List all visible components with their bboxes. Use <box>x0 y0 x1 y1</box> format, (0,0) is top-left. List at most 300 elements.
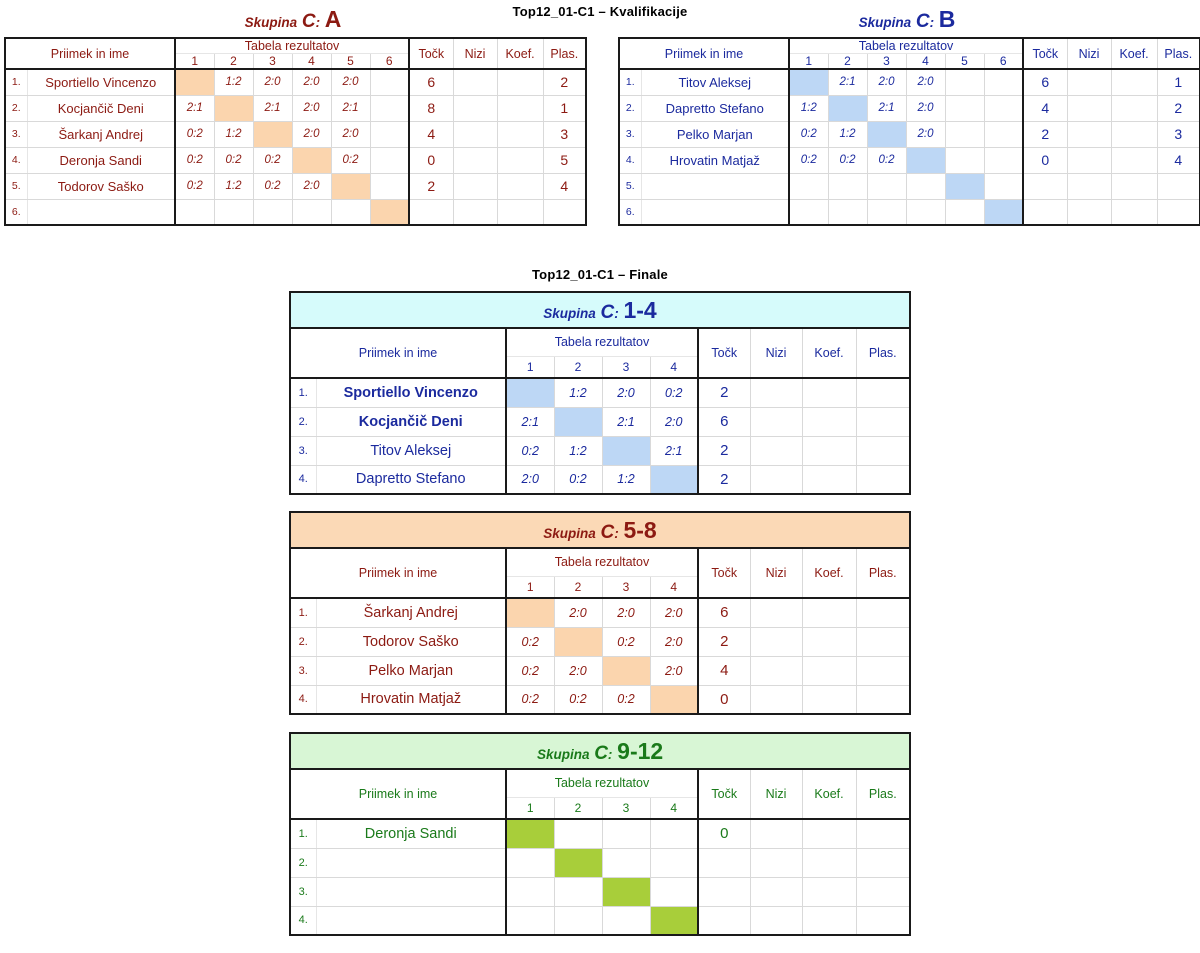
diagonal-cell <box>506 819 554 848</box>
col-header-sets: Nizi <box>750 548 802 598</box>
row-sets <box>750 465 802 494</box>
result-cell[interactable] <box>828 173 867 199</box>
qualification-group-a <box>4 8 582 226</box>
result-cell[interactable]: 0:2 <box>867 147 906 173</box>
group-a-table <box>4 37 587 226</box>
table-row[interactable] <box>290 378 910 407</box>
table-row[interactable] <box>5 69 586 95</box>
row-place <box>856 656 910 685</box>
row-place: 5 <box>543 147 586 173</box>
diagonal-cell <box>984 199 1023 225</box>
result-cell[interactable] <box>602 848 650 877</box>
result-cell[interactable] <box>650 848 698 877</box>
result-cell[interactable] <box>945 199 984 225</box>
table-row[interactable] <box>5 173 586 199</box>
result-cell[interactable] <box>214 199 253 225</box>
col-header-opponent-1: 1 <box>506 797 554 819</box>
col-header-opponent-2: 2 <box>554 576 602 598</box>
group-heading <box>291 296 909 323</box>
row-coef <box>802 906 856 935</box>
result-cell[interactable]: 1:2 <box>789 95 828 121</box>
row-points <box>698 906 750 935</box>
result-cell[interactable]: 2:0 <box>650 656 698 685</box>
result-cell[interactable] <box>175 199 214 225</box>
result-cell[interactable]: 2:1 <box>650 436 698 465</box>
diagonal-cell <box>945 173 984 199</box>
row-player-name: Dapretto Stefano <box>641 95 789 121</box>
row-points: 2 <box>698 378 750 407</box>
col-header-name: Priimek in ime <box>290 548 506 598</box>
row-coef <box>1111 69 1157 95</box>
col-header-opponent-3: 3 <box>602 797 650 819</box>
row-player-name <box>316 848 506 877</box>
col-header-points: Točk <box>698 328 750 378</box>
diagonal-cell <box>650 906 698 935</box>
row-sets <box>750 378 802 407</box>
result-cell[interactable] <box>602 819 650 848</box>
row-sets <box>750 877 802 906</box>
diagonal-cell <box>370 199 409 225</box>
col-header-points: Točk <box>698 548 750 598</box>
row-rank: 1. <box>290 598 316 627</box>
col-header-opponent-1: 1 <box>506 576 554 598</box>
col-header-opponent-2: 2 <box>828 54 867 70</box>
final-group-9-12 <box>289 732 911 936</box>
table-row[interactable] <box>290 819 910 848</box>
result-cell[interactable] <box>331 199 370 225</box>
row-player-name: Šarkanj Andrej <box>316 598 506 627</box>
row-rank: 2. <box>290 848 316 877</box>
row-sets <box>1067 199 1111 225</box>
row-rank: 3. <box>290 436 316 465</box>
group-heading <box>618 8 1196 31</box>
col-header-results: Tabela rezultatov <box>506 769 698 797</box>
row-sets <box>1067 95 1111 121</box>
result-cell[interactable] <box>650 877 698 906</box>
table-row[interactable] <box>619 147 1200 173</box>
result-cell[interactable]: 2:1 <box>867 95 906 121</box>
table-row[interactable] <box>5 121 586 147</box>
result-cell[interactable] <box>292 199 331 225</box>
diagonal-cell <box>867 121 906 147</box>
row-player-name: Titov Aleksej <box>641 69 789 95</box>
row-coef <box>1111 95 1157 121</box>
row-sets <box>750 656 802 685</box>
table-header-row <box>290 328 910 356</box>
row-rank: 5. <box>619 173 641 199</box>
group-heading-label: Skupina <box>543 525 596 541</box>
group-heading-separator: : <box>607 746 613 762</box>
row-rank: 5. <box>5 173 27 199</box>
row-sets <box>750 906 802 935</box>
row-points: 4 <box>698 656 750 685</box>
result-cell[interactable]: 0:2 <box>828 147 867 173</box>
group-heading-separator: : <box>929 15 935 30</box>
result-cell[interactable]: 2:0 <box>292 121 331 147</box>
diagonal-cell <box>650 465 698 494</box>
row-coef <box>802 819 856 848</box>
table-row[interactable] <box>290 407 910 436</box>
result-cell[interactable] <box>506 848 554 877</box>
result-cell[interactable]: 2:1 <box>331 95 370 121</box>
final-1-4-table <box>289 291 911 495</box>
row-sets <box>453 199 497 225</box>
col-header-sets: Nizi <box>1067 38 1111 69</box>
result-cell[interactable] <box>945 69 984 95</box>
diagonal-cell <box>650 685 698 714</box>
table-row[interactable] <box>619 121 1200 147</box>
col-header-opponent-4: 4 <box>650 797 698 819</box>
result-cell[interactable]: 1:2 <box>214 121 253 147</box>
group-heading <box>291 737 909 764</box>
row-points <box>1023 173 1067 199</box>
result-cell[interactable] <box>828 199 867 225</box>
result-cell[interactable]: 2:0 <box>506 465 554 494</box>
col-header-rank: Plas. <box>856 328 910 378</box>
row-coef <box>497 69 543 95</box>
table-row[interactable] <box>290 656 910 685</box>
row-rank: 3. <box>5 121 27 147</box>
result-cell[interactable]: 2:0 <box>292 173 331 199</box>
row-place <box>856 877 910 906</box>
group-heading-competition: C <box>301 11 316 32</box>
table-row[interactable] <box>619 95 1200 121</box>
row-place: 4 <box>543 173 586 199</box>
result-cell[interactable]: 2:0 <box>554 598 602 627</box>
row-sets <box>750 627 802 656</box>
result-cell[interactable]: 0:2 <box>650 378 698 407</box>
group-heading-suffix: 1-4 <box>623 296 657 323</box>
row-points: 0 <box>409 147 453 173</box>
result-cell[interactable] <box>506 877 554 906</box>
col-header-points: Točk <box>1023 38 1067 69</box>
col-header-opponent-4: 4 <box>650 356 698 378</box>
row-place: 2 <box>543 69 586 95</box>
row-coef <box>802 378 856 407</box>
row-sets <box>750 598 802 627</box>
table-row[interactable] <box>290 627 910 656</box>
diagonal-cell <box>331 173 370 199</box>
col-header-opponent-1: 1 <box>789 54 828 70</box>
result-cell[interactable] <box>945 147 984 173</box>
diagonal-cell <box>253 121 292 147</box>
col-header-points: Točk <box>409 38 453 69</box>
row-player-name: Todorov Saško <box>316 627 506 656</box>
col-header-sets: Nizi <box>453 38 497 69</box>
row-points: 6 <box>409 69 453 95</box>
row-sets <box>750 848 802 877</box>
row-coef <box>802 685 856 714</box>
result-cell[interactable] <box>554 906 602 935</box>
diagonal-cell <box>506 378 554 407</box>
col-header-coef: Koef. <box>802 548 856 598</box>
result-cell[interactable]: 2:0 <box>292 69 331 95</box>
group-heading <box>291 516 909 543</box>
result-cell[interactable]: 2:0 <box>650 627 698 656</box>
result-cell[interactable]: 2:0 <box>331 69 370 95</box>
result-cell[interactable]: 0:2 <box>214 147 253 173</box>
table-row[interactable] <box>5 199 586 225</box>
col-header-opponent-3: 3 <box>602 356 650 378</box>
row-rank: 4. <box>619 147 641 173</box>
result-cell[interactable]: 2:1 <box>253 95 292 121</box>
col-header-opponent-1: 1 <box>506 356 554 378</box>
row-points: 2 <box>1023 121 1067 147</box>
col-header-results: Tabela rezultatov <box>506 548 698 576</box>
result-cell[interactable]: 0:2 <box>253 173 292 199</box>
result-cell[interactable] <box>253 199 292 225</box>
table-header-row <box>290 769 910 797</box>
result-cell[interactable]: 2:0 <box>906 95 945 121</box>
result-cell[interactable]: 2:0 <box>650 598 698 627</box>
result-cell[interactable] <box>867 199 906 225</box>
row-points: 0 <box>1023 147 1067 173</box>
row-points <box>1023 199 1067 225</box>
result-cell[interactable]: 0:2 <box>175 147 214 173</box>
col-header-coef: Koef. <box>1111 38 1157 69</box>
result-cell[interactable] <box>554 877 602 906</box>
diagonal-cell <box>906 147 945 173</box>
result-cell[interactable] <box>906 173 945 199</box>
result-cell[interactable] <box>945 121 984 147</box>
row-place <box>856 819 910 848</box>
row-player-name: Todorov Saško <box>27 173 175 199</box>
diagonal-cell <box>828 95 867 121</box>
row-sets <box>750 685 802 714</box>
table-row[interactable] <box>290 685 910 714</box>
row-place <box>856 465 910 494</box>
result-cell[interactable] <box>602 906 650 935</box>
group-heading-competition: C <box>600 301 615 323</box>
table-row[interactable] <box>290 877 910 906</box>
table-row[interactable] <box>290 598 910 627</box>
result-cell[interactable] <box>867 173 906 199</box>
row-rank: 2. <box>619 95 641 121</box>
row-coef <box>802 436 856 465</box>
row-coef <box>802 407 856 436</box>
result-cell[interactable]: 2:0 <box>331 121 370 147</box>
table-row[interactable] <box>290 436 910 465</box>
row-place <box>856 436 910 465</box>
row-coef <box>802 598 856 627</box>
row-place: 3 <box>543 121 586 147</box>
row-points <box>698 848 750 877</box>
result-cell[interactable]: 2:1 <box>602 407 650 436</box>
result-cell[interactable] <box>370 147 409 173</box>
result-cell[interactable]: 2:0 <box>906 121 945 147</box>
row-rank: 6. <box>5 199 27 225</box>
result-cell[interactable]: 2:0 <box>602 598 650 627</box>
result-cell[interactable]: 0:2 <box>175 173 214 199</box>
row-sets <box>453 69 497 95</box>
result-cell[interactable] <box>906 199 945 225</box>
result-cell[interactable]: 2:1 <box>828 69 867 95</box>
row-coef <box>1111 121 1157 147</box>
result-cell[interactable] <box>984 173 1023 199</box>
row-sets <box>1067 173 1111 199</box>
table-row[interactable] <box>5 95 586 121</box>
row-player-name: Kocjančič Deni <box>316 407 506 436</box>
group-heading-suffix: A <box>324 6 342 32</box>
row-points: 6 <box>698 598 750 627</box>
group-b-table <box>618 37 1200 226</box>
table-row[interactable] <box>290 848 910 877</box>
result-cell[interactable] <box>789 199 828 225</box>
row-player-name: Titov Aleksej <box>316 436 506 465</box>
result-cell[interactable]: 0:2 <box>253 147 292 173</box>
group-heading-suffix: 9-12 <box>617 737 664 764</box>
row-rank: 1. <box>619 69 641 95</box>
col-header-rank: Plas. <box>856 769 910 819</box>
row-points: 2 <box>698 436 750 465</box>
result-cell[interactable]: 2:0 <box>867 69 906 95</box>
group-heading-separator: : <box>315 15 321 30</box>
table-row[interactable] <box>290 465 910 494</box>
result-cell[interactable]: 0:2 <box>506 685 554 714</box>
qualification-group-b <box>618 8 1196 226</box>
row-rank: 4. <box>5 147 27 173</box>
result-cell[interactable]: 2:0 <box>602 378 650 407</box>
result-cell[interactable]: 0:2 <box>506 436 554 465</box>
result-cell[interactable]: 2:0 <box>253 69 292 95</box>
diagonal-cell <box>214 95 253 121</box>
row-sets <box>1067 121 1111 147</box>
result-cell[interactable] <box>789 173 828 199</box>
row-sets <box>750 819 802 848</box>
result-cell[interactable]: 2:0 <box>554 656 602 685</box>
result-cell[interactable]: 0:2 <box>506 627 554 656</box>
result-cell[interactable]: 0:2 <box>506 656 554 685</box>
col-header-coef: Koef. <box>802 328 856 378</box>
row-rank: 4. <box>290 685 316 714</box>
col-header-rank: Plas. <box>543 38 586 69</box>
result-cell[interactable]: 1:2 <box>602 465 650 494</box>
final-9-12-table <box>289 732 911 936</box>
result-cell[interactable]: 0:2 <box>602 627 650 656</box>
result-cell[interactable]: 2:0 <box>650 407 698 436</box>
col-header-results: Tabela rezultatov <box>506 328 698 356</box>
result-cell[interactable] <box>984 147 1023 173</box>
result-cell[interactable]: 1:2 <box>828 121 867 147</box>
row-place: 3 <box>1157 121 1200 147</box>
row-rank: 3. <box>290 656 316 685</box>
result-cell[interactable]: 2:0 <box>906 69 945 95</box>
result-cell[interactable] <box>370 69 409 95</box>
col-header-sets: Nizi <box>750 769 802 819</box>
row-sets <box>1067 69 1111 95</box>
group-heading-competition: C <box>594 742 608 764</box>
col-header-rank: Plas. <box>1157 38 1200 69</box>
group-heading-suffix: 5-8 <box>623 516 657 543</box>
row-place <box>543 199 586 225</box>
col-header-name: Priimek in ime <box>5 38 175 69</box>
result-cell[interactable]: 1:2 <box>554 436 602 465</box>
result-cell[interactable] <box>506 906 554 935</box>
result-cell[interactable] <box>650 819 698 848</box>
col-header-opponent-4: 4 <box>906 54 945 70</box>
row-sets <box>453 121 497 147</box>
row-points <box>698 877 750 906</box>
result-cell[interactable] <box>984 121 1023 147</box>
row-points: 2 <box>698 465 750 494</box>
col-header-opponent-3: 3 <box>602 576 650 598</box>
col-header-name: Priimek in ime <box>619 38 789 69</box>
final-group-title-band <box>290 292 910 328</box>
row-sets <box>453 95 497 121</box>
group-heading-label: Skupina <box>543 305 596 321</box>
result-cell[interactable]: 0:2 <box>554 685 602 714</box>
col-header-results: Tabela rezultatov <box>789 38 1023 54</box>
table-row[interactable] <box>290 906 910 935</box>
row-points: 6 <box>1023 69 1067 95</box>
group-heading-competition: C <box>600 521 615 543</box>
row-player-name: Deronja Sandi <box>27 147 175 173</box>
result-cell[interactable]: 2:0 <box>292 95 331 121</box>
col-header-opponent-2: 2 <box>214 54 253 70</box>
result-cell[interactable]: 0:2 <box>789 147 828 173</box>
col-header-sets: Nizi <box>750 328 802 378</box>
result-cell[interactable] <box>984 95 1023 121</box>
result-cell[interactable]: 0:2 <box>602 685 650 714</box>
final-group-title-band <box>290 512 910 548</box>
table-row[interactable] <box>619 199 1200 225</box>
result-cell[interactable] <box>945 95 984 121</box>
table-row[interactable] <box>619 69 1200 95</box>
result-cell[interactable]: 0:2 <box>789 121 828 147</box>
result-cell[interactable] <box>370 121 409 147</box>
col-header-opponent-2: 2 <box>554 356 602 378</box>
row-sets <box>750 436 802 465</box>
row-points: 2 <box>698 627 750 656</box>
result-cell[interactable] <box>984 69 1023 95</box>
result-cell[interactable] <box>554 819 602 848</box>
row-player-name: Pelko Marjan <box>641 121 789 147</box>
col-header-opponent-5: 5 <box>945 54 984 70</box>
row-rank: 3. <box>619 121 641 147</box>
result-cell[interactable]: 2:1 <box>506 407 554 436</box>
result-cell[interactable]: 2:1 <box>175 95 214 121</box>
result-cell[interactable]: 0:2 <box>554 465 602 494</box>
result-cell[interactable]: 1:2 <box>214 173 253 199</box>
result-cell[interactable]: 0:2 <box>331 147 370 173</box>
row-place: 4 <box>1157 147 1200 173</box>
diagonal-cell <box>175 69 214 95</box>
row-coef <box>1111 147 1157 173</box>
table-row[interactable] <box>619 173 1200 199</box>
row-player-name <box>641 173 789 199</box>
diagonal-cell <box>554 848 602 877</box>
result-cell[interactable] <box>370 173 409 199</box>
group-heading-separator: : <box>614 305 619 321</box>
row-player-name: Sportiello Vincenzo <box>316 378 506 407</box>
result-cell[interactable]: 0:2 <box>175 121 214 147</box>
row-player-name: Hrovatin Matjaž <box>641 147 789 173</box>
row-rank: 3. <box>290 877 316 906</box>
result-cell[interactable] <box>370 95 409 121</box>
col-header-opponent-6: 6 <box>984 54 1023 70</box>
row-place: 1 <box>1157 69 1200 95</box>
diagonal-cell <box>602 656 650 685</box>
row-coef <box>1111 173 1157 199</box>
finals-title: Top12_01-C1 – Finale <box>532 267 668 282</box>
row-place <box>856 407 910 436</box>
result-cell[interactable]: 1:2 <box>554 378 602 407</box>
table-row[interactable] <box>5 147 586 173</box>
result-cell[interactable]: 1:2 <box>214 69 253 95</box>
row-coef <box>497 95 543 121</box>
row-rank: 1. <box>290 819 316 848</box>
row-points: 8 <box>409 95 453 121</box>
